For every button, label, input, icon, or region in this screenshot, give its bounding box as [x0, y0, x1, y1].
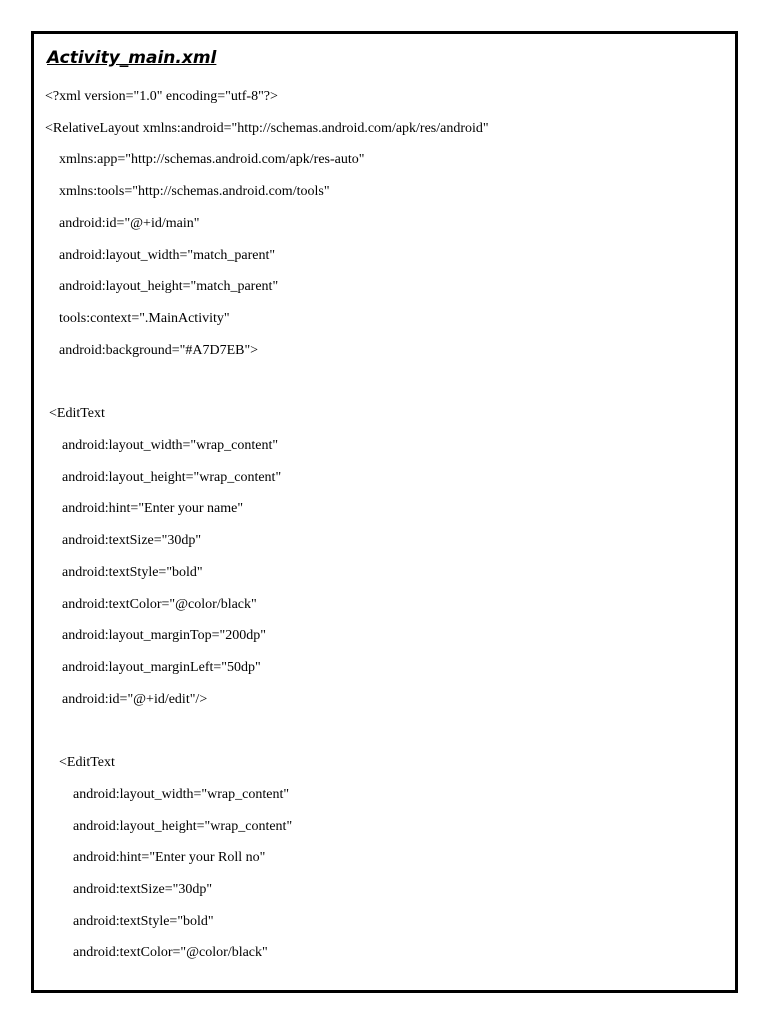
- code-line: android:layout_height="wrap_content": [73, 819, 293, 834]
- code-line: <EditText: [49, 406, 105, 421]
- code-line: android:textStyle="bold": [73, 914, 214, 929]
- page-border: [31, 31, 738, 993]
- code-line: android:textColor="@color/black": [62, 597, 257, 612]
- code-line: android:hint="Enter your Roll no": [73, 850, 266, 865]
- code-line: android:textColor="@color/black": [73, 945, 268, 960]
- code-line: android:id="@+id/main": [59, 216, 200, 231]
- code-line: android:layout_height="wrap_content": [62, 470, 282, 485]
- code-line: xmlns:tools="http://schemas.android.com/tools": [59, 184, 330, 199]
- code-line: android:layout_height="match_parent": [59, 279, 279, 294]
- code-line: android:textStyle="bold": [62, 565, 203, 580]
- code-line: android:textSize="30dp": [73, 882, 213, 897]
- code-line: android:layout_width="wrap_content": [62, 438, 279, 453]
- code-line: <EditText: [59, 755, 115, 770]
- code-line: android:layout_marginLeft="50dp": [62, 660, 261, 675]
- code-line: <RelativeLayout xmlns:android="http://schemas.android.com/apk/res/android": [45, 121, 489, 136]
- code-line: android:background="#A7D7EB">: [59, 343, 259, 358]
- code-line: tools:context=".MainActivity": [59, 311, 230, 326]
- code-line: android:hint="Enter your name": [62, 501, 244, 516]
- code-line: android:layout_marginTop="200dp": [62, 628, 266, 643]
- document-heading: Activity_main.xml: [47, 48, 217, 68]
- code-line: xmlns:app="http://schemas.android.com/apk/res-auto": [59, 152, 365, 167]
- code-line: <?xml version="1.0" encoding="utf-8"?>: [45, 89, 278, 104]
- code-line: android:textSize="30dp": [62, 533, 202, 548]
- code-line: android:layout_width="wrap_content": [73, 787, 290, 802]
- code-line: android:id="@+id/edit"/>: [62, 692, 208, 707]
- code-line: android:layout_width="match_parent": [59, 248, 276, 263]
